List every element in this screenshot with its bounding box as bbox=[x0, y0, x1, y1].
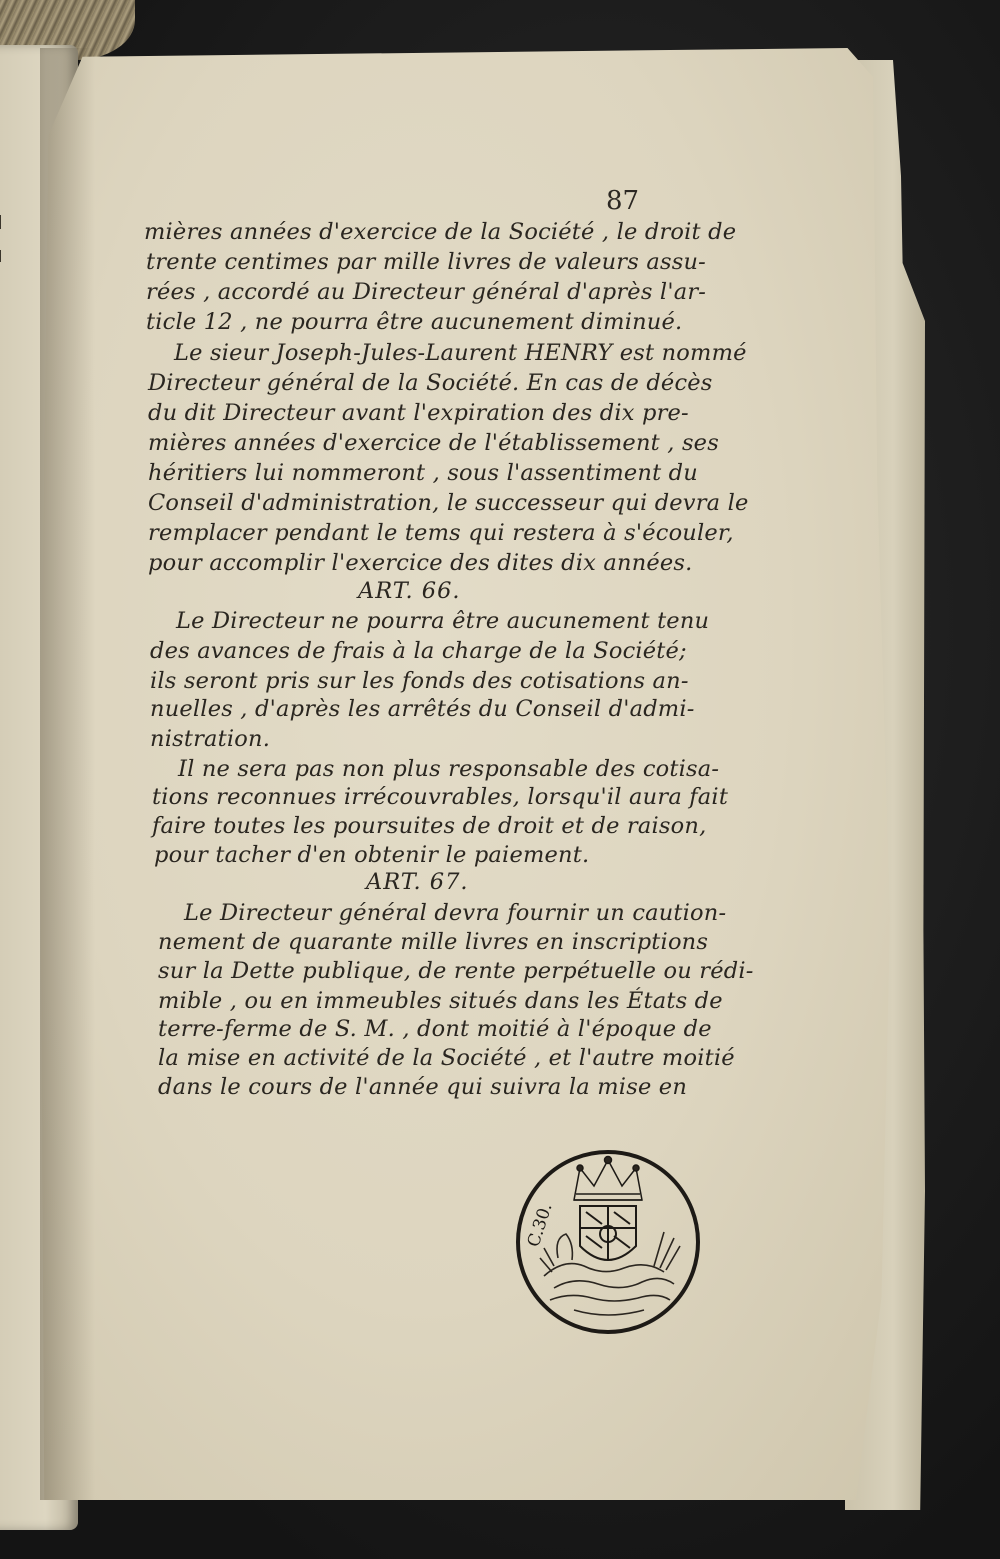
text-line: nuelles , d'après les arrêtés du Conseil d'admi- bbox=[150, 696, 695, 722]
text-line: nement de quarante mille livres en inscriptions bbox=[158, 929, 709, 955]
text-line: faire toutes les poursuites de droit et de raison, bbox=[152, 813, 707, 839]
text-line: remplacer pendant le tems qui restera à s'écouler, bbox=[148, 520, 734, 546]
text-line: terre-ferme de S. M. , dont moitié à l'époque de bbox=[158, 1016, 712, 1042]
text-line: ils seront pris sur les fonds des cotisations an- bbox=[150, 668, 689, 694]
text-line: Le Directeur ne pourra être aucunement tenu bbox=[176, 608, 710, 634]
text-line: héritiers lui nommeront , sous l'assentiment du bbox=[148, 460, 698, 486]
text-line: Conseil d'administration, le successeur qui devra le bbox=[148, 490, 749, 516]
text-line: Il ne sera pas non plus responsable des cotisa- bbox=[178, 756, 720, 782]
text-line: nistration. bbox=[150, 726, 271, 752]
text-line: du dit Directeur avant l'expiration des dix pre- bbox=[148, 400, 689, 426]
text-line: Le Directeur général devra fournir un caution- bbox=[184, 900, 727, 926]
text-line: rées , accordé au Directeur général d'après l'ar- bbox=[146, 279, 707, 305]
text-line: ticle 12 , ne pourra être aucunement diminué. bbox=[146, 309, 683, 335]
text-line: dans le cours de l'année qui suivra la mise en bbox=[158, 1074, 688, 1100]
article-heading: ART. 67. bbox=[366, 869, 469, 895]
text-line: pour tacher d'en obtenir le paiement. bbox=[154, 842, 590, 868]
text-line: des avances de frais à la charge de la Société; bbox=[150, 638, 687, 664]
text-line: pour accomplir l'exercice des dites dix années. bbox=[148, 550, 693, 576]
text-line: Directeur général de la Société. En cas de décès bbox=[148, 370, 713, 396]
river-figure-icon bbox=[540, 1232, 680, 1315]
text-line: sur la Dette publique, de rente perpétuelle ou rédi- bbox=[158, 958, 754, 984]
text-line: trente centimes par mille livres de valeurs assu- bbox=[146, 249, 706, 275]
page-number: 87 bbox=[606, 186, 640, 216]
text-line: mières années d'exercice de l'établissement , ses bbox=[148, 430, 719, 456]
text-line: la mise en activité de la Société , et l'autre moitié bbox=[158, 1045, 735, 1071]
coat-of-arms-icon bbox=[580, 1206, 636, 1260]
library-stamp bbox=[514, 1148, 702, 1336]
crown-icon bbox=[574, 1157, 642, 1201]
text-line: mible , ou en immeubles situés dans les États de bbox=[158, 988, 723, 1014]
stamp-label: C.30. bbox=[523, 1200, 557, 1250]
text-line: mières années d'exercice de la Société , le droit de bbox=[144, 219, 737, 245]
text-line: tions reconnues irrécouvrables, lorsqu'il aura fait bbox=[152, 784, 729, 810]
article-heading: ART. 66. bbox=[358, 578, 461, 604]
text-line: Le sieur Joseph-Jules-Laurent HENRY est nommé bbox=[174, 340, 747, 366]
